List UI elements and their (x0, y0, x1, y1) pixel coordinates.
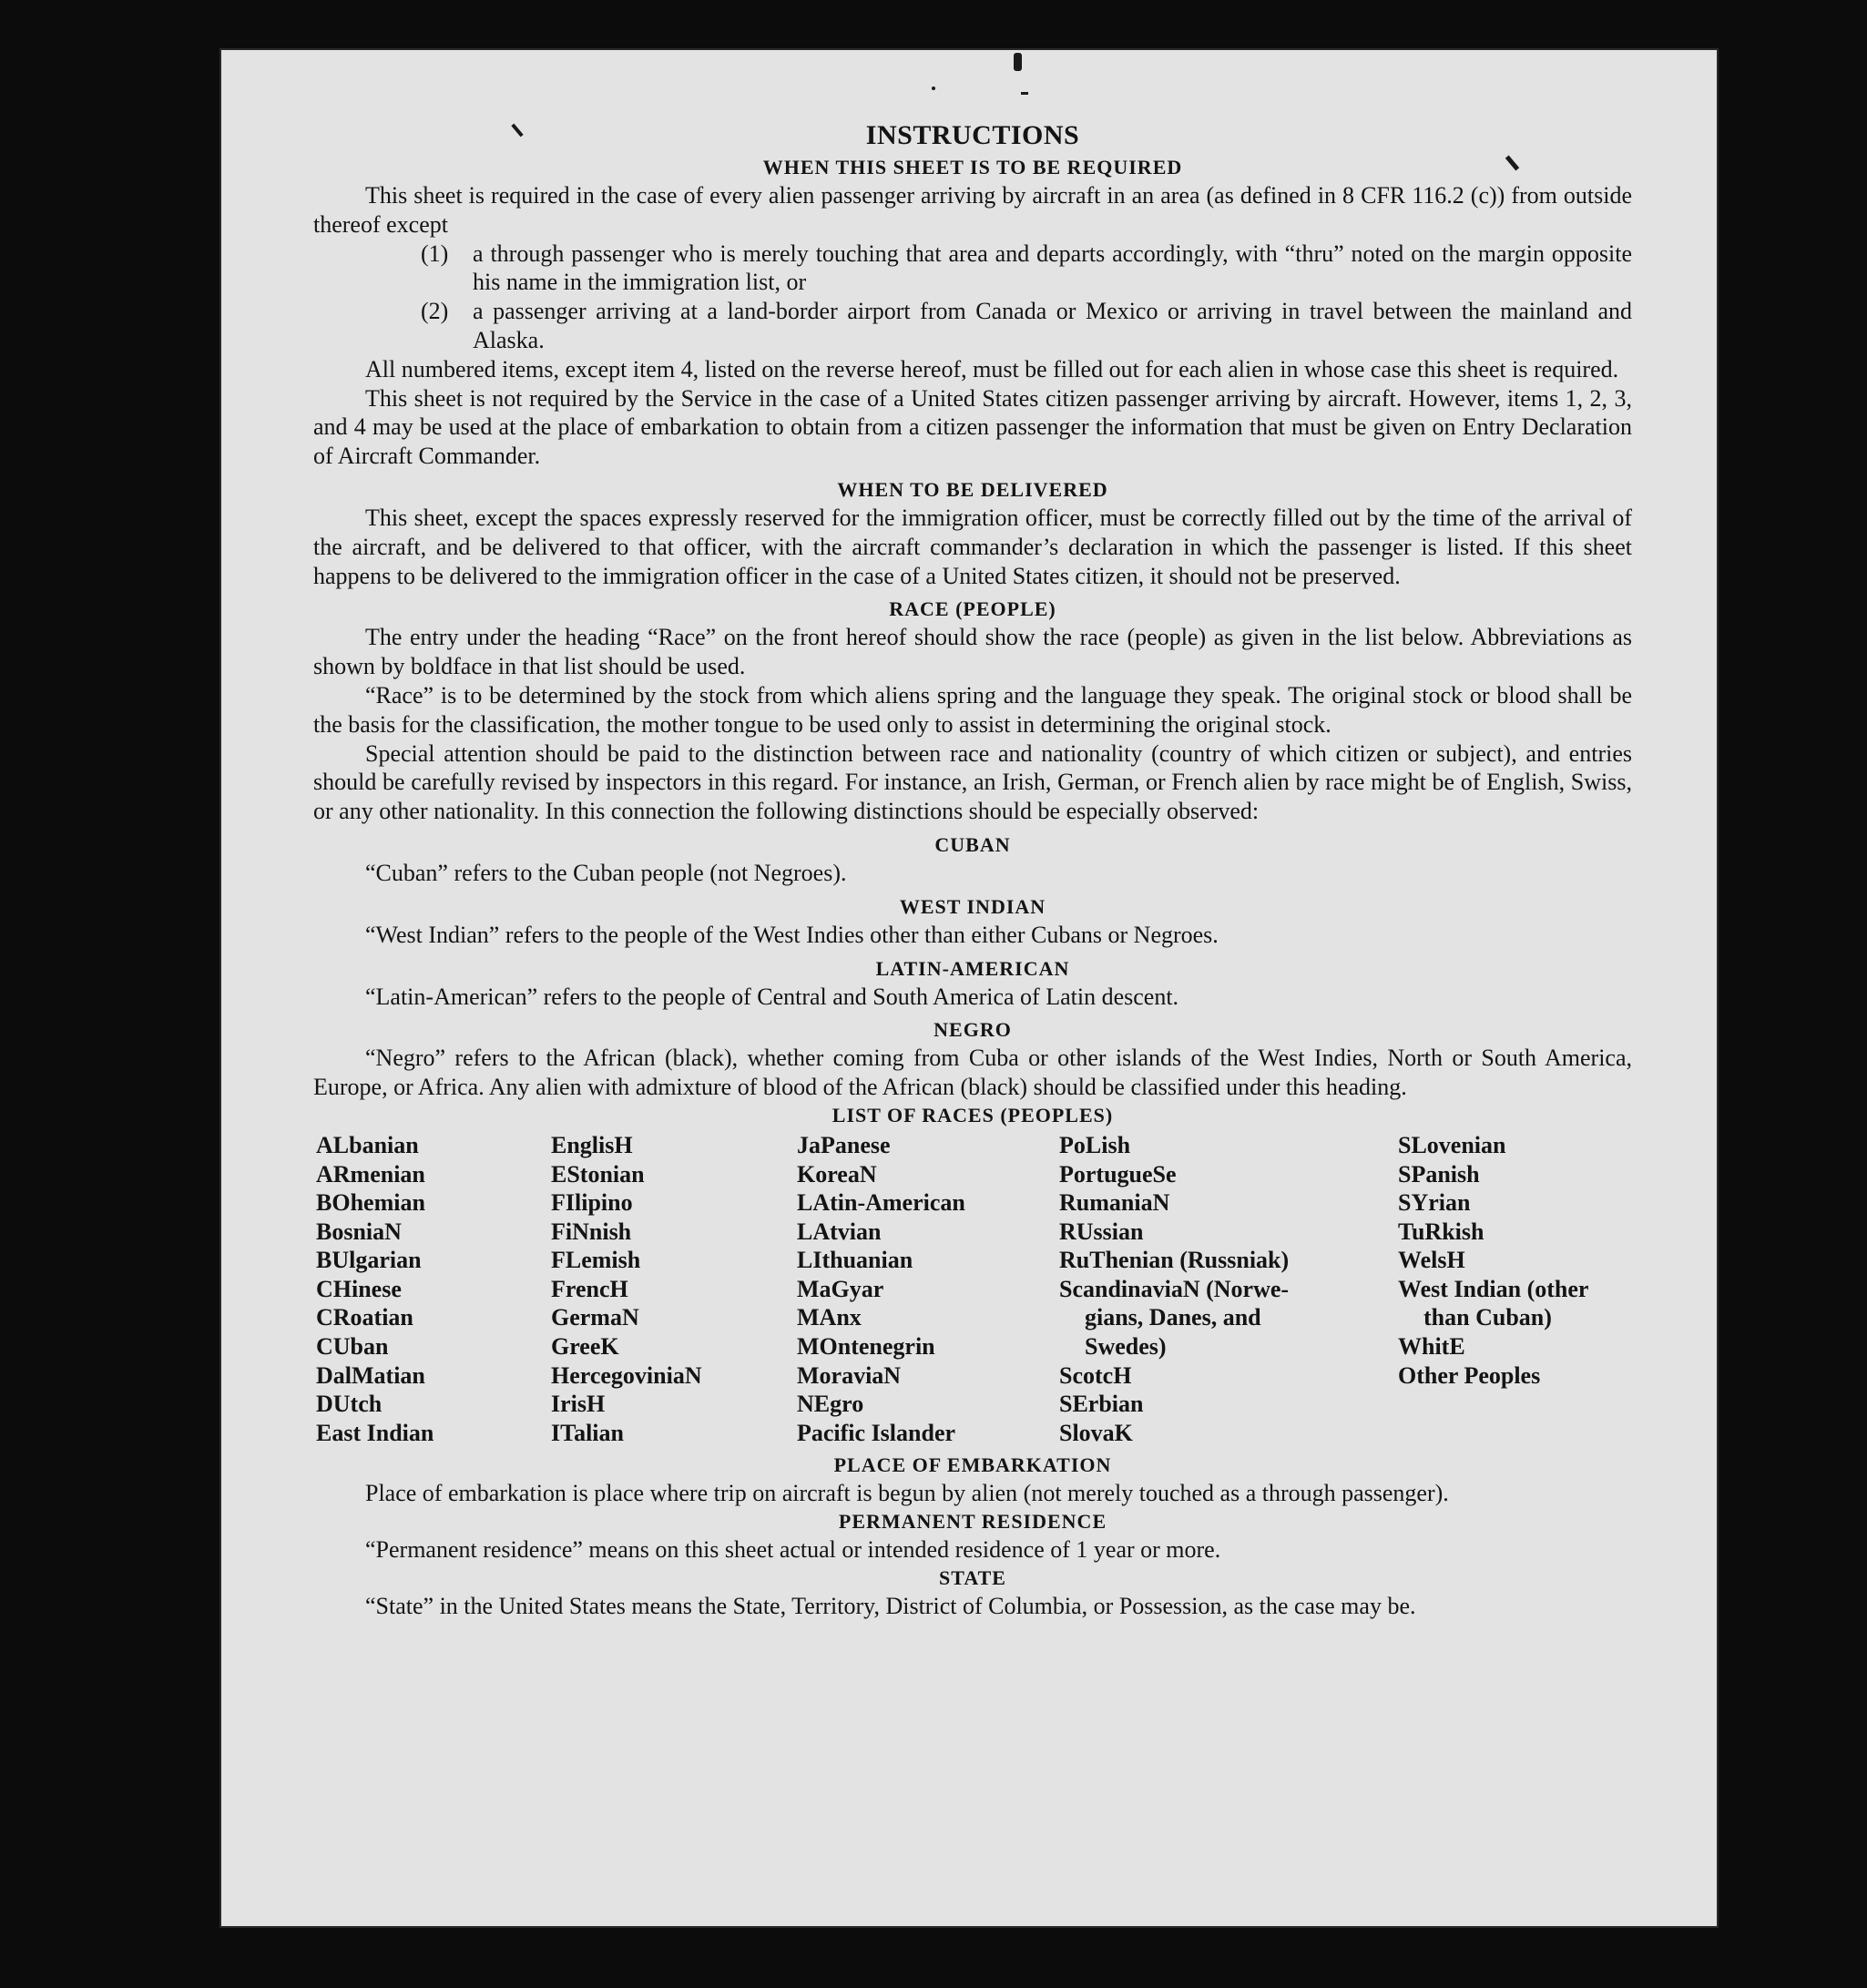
paragraph-delivered: This sheet, except the spaces expressly reserved for the immigration officer, must be correctly filled out by the time of the arrival of the aircraft, and be delivered to that officer, with the aircraft commander’s declaration in which the passenger is listed. If this sheet happens to be delivered to the immigration officer in the case of a United States citizen, it should not be preserved. (313, 504, 1632, 589)
paragraph-numbered-items: All numbered items, except item 4, listed on the reverse hereof, must be filled out for each alien in whose case this sheet is required. (365, 355, 1619, 382)
race-item: ARmenian (316, 1160, 425, 1188)
race-item: IrisH (551, 1391, 606, 1418)
race-item: West Indian (other (1398, 1275, 1589, 1302)
race-item: SPanish (1398, 1160, 1480, 1188)
paragraph-west-indian: “West Indian” refers to the people of the West Indies other than either Cubans or Negroes. (365, 921, 1219, 948)
section-heading-race: RACE (PEOPLE) (889, 597, 1056, 621)
race-item: ScandinaviaN (Norwe- (1059, 1275, 1290, 1302)
race-item: RumaniaN (1059, 1189, 1170, 1217)
document-page (219, 48, 1719, 1928)
race-item: DalMatian (316, 1361, 425, 1389)
paragraph-cuban: “Cuban” refers to the Cuban people (not Negroes). (365, 859, 847, 886)
race-list-column (551, 1131, 702, 1448)
race-item: GermaN (551, 1304, 639, 1331)
paragraph-embarkation: Place of embarkation is place where trip on aircraft is begun by alien (not merely touched as a through passenger). (365, 1479, 1449, 1506)
race-item: LAtin-American (797, 1189, 965, 1217)
scan-speck (1014, 53, 1022, 71)
race-item: LAtvian (797, 1218, 882, 1245)
race-item: MOntenegrin (797, 1333, 935, 1361)
race-item: MaGyar (797, 1275, 884, 1302)
race-list-column (797, 1131, 965, 1448)
race-item: WhitE (1398, 1333, 1465, 1361)
race-list-column (1398, 1131, 1588, 1390)
race-item: GreeK (551, 1333, 619, 1361)
race-item: SYrian (1398, 1189, 1471, 1217)
paragraph-latin-american: “Latin-American” refers to the people of Central and South America of Latin descent. (365, 983, 1179, 1010)
race-item: ITalian (551, 1419, 624, 1446)
document-body (313, 119, 1632, 1620)
race-item: PortugueSe (1059, 1160, 1177, 1188)
section-heading-residence: PERMANENT RESIDENCE (838, 1509, 1107, 1533)
exception-text: a passenger arriving at a land-border airport from Canada or Mexico or arriving in travel between the mainland and Alaska. (473, 298, 1632, 353)
race-item: FrencH (551, 1275, 628, 1302)
exception-text: a through passenger who is merely touching that area and departs accordingly, with “thru” noted on the margin opposite his name in the immigration list, or (473, 240, 1632, 296)
exception-item-1 (313, 240, 1632, 298)
race-item: MoraviaN (797, 1361, 902, 1389)
section-heading-cuban: CUBAN (934, 832, 1011, 856)
race-item: PoLish (1059, 1131, 1131, 1158)
race-item: LIthuanian (797, 1247, 913, 1274)
race-item: CRoatian (316, 1304, 413, 1331)
race-item: MAnx (797, 1304, 862, 1331)
paragraph-negro: “Negro” refers to the African (black), whether coming from Cuba or other islands of the West Indies, North or South America, Europe, or Africa. Any alien with admixture of blood of the African (black) should be classified under this heading. (313, 1045, 1632, 1101)
scan-speck (932, 87, 935, 90)
paragraph-citizen: This sheet is not required by the Service in the case of a United States citizen passenger arriving by aircraft. However, items 1, 2, 3, and 4 may be used at the place of embarkation to obtain from a citizen passenger the information that must be given on Entry Declaration of Aircraft Commander. (313, 384, 1632, 470)
race-list-column (1059, 1131, 1289, 1448)
section-heading-state: STATE (939, 1565, 1006, 1589)
race-item: Pacific Islander (797, 1419, 956, 1446)
paragraph-race-2: “Race” is to be determined by the stock from which aliens spring and the language they speak. The original stock or blood shall be the basis for the classification, the mother tongue to be used only to assist in determining the original stock. (313, 681, 1632, 738)
race-item: Other Peoples (1398, 1361, 1541, 1389)
race-item: SErbian (1059, 1391, 1144, 1418)
race-item: TuRkish (1398, 1218, 1484, 1245)
race-item: NEgro (797, 1391, 864, 1418)
paragraph-state: “State” in the United States means the State, Territory, District of Columbia, or Possession, as the case may be. (365, 1592, 1416, 1619)
scan-speck (1021, 92, 1028, 95)
section-heading-list-of-races: LIST OF RACES (PEOPLES) (831, 1103, 1114, 1127)
race-item: DUtch (316, 1391, 383, 1418)
race-item: CUban (316, 1333, 389, 1361)
race-item: SLovenian (1398, 1131, 1506, 1158)
race-item: ScotcH (1059, 1361, 1132, 1389)
race-item: CHinese (316, 1275, 402, 1302)
race-item: ALbanian (316, 1131, 419, 1158)
race-item: Swedes) (1085, 1333, 1167, 1361)
race-item: BOhemian (316, 1189, 425, 1217)
section-heading-negro: NEGRO (934, 1018, 1012, 1042)
exception-item-2 (313, 297, 1632, 355)
paragraph-race-1: The entry under the heading “Race” on the front hereof should show the race (people) as given in the list below. Abbreviations as shown by boldface in that list should be used. (313, 624, 1632, 680)
race-item: WelsH (1398, 1247, 1465, 1274)
race-item: EnglisH (551, 1131, 633, 1158)
race-item: EStonian (551, 1160, 645, 1188)
race-item: East Indian (316, 1419, 434, 1446)
page-title: INSTRUCTIONS (865, 120, 1080, 150)
race-list (313, 1131, 1632, 1452)
race-item: KoreaN (797, 1160, 877, 1188)
paragraph-race-3: Special attention should be paid to the distinction between race and nationality (country of which citizen or subject), and entries should be carefully revised by inspectors in this regard. For instance, an Irish, German, or French alien by race might be of English, Swiss, or any other nationality. In this connection the following distinctions should be especially observed: (313, 739, 1632, 825)
race-item: BUlgarian (316, 1247, 422, 1274)
exception-number: (1) (421, 240, 449, 267)
race-item: RuThenian (Russniak) (1059, 1247, 1290, 1274)
race-item: FiNnish (551, 1218, 632, 1245)
race-item: FIlipino (551, 1189, 633, 1217)
race-item: BosniaN (316, 1218, 402, 1245)
paragraph-residence: “Permanent residence” means on this sheet actual or intended residence of 1 year or more. (365, 1535, 1221, 1563)
race-item: RUssian (1059, 1218, 1144, 1245)
section-heading-west-indian: WEST INDIAN (899, 894, 1046, 918)
race-list-column (316, 1131, 434, 1448)
race-item: gians, Danes, and (1085, 1304, 1261, 1331)
paragraph-required-intro: This sheet is required in the case of every alien passenger arriving by aircraft in an area (as defined in 8 CFR 116.2 (c)) from outside thereof except (313, 182, 1632, 238)
section-heading-when-delivered: WHEN TO BE DELIVERED (837, 477, 1108, 501)
race-item: SlovaK (1059, 1419, 1133, 1446)
section-heading-when-required: WHEN THIS SHEET IS TO BE REQUIRED (762, 156, 1183, 178)
race-item: FLemish (551, 1247, 641, 1274)
race-item: HercegoviniaN (551, 1361, 702, 1389)
exception-number: (2) (421, 298, 449, 325)
race-item: JaPanese (797, 1131, 891, 1158)
race-item: than Cuban) (1423, 1304, 1552, 1331)
section-heading-embarkation: PLACE OF EMBARKATION (833, 1453, 1112, 1476)
section-heading-latin-american: LATIN-AMERICAN (875, 956, 1070, 980)
